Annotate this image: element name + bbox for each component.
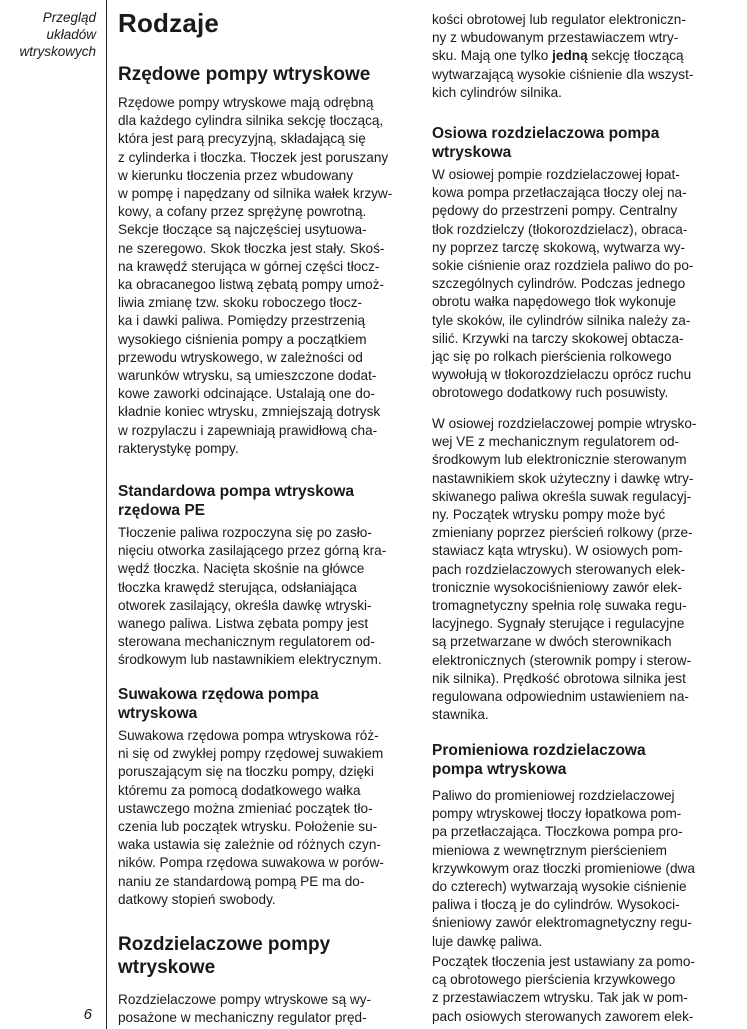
text-line: elektronicznych (sterownik pompy i sterow- — [432, 652, 692, 668]
text-line: tyle skoków, ile cylindrów silnika należy za- — [432, 312, 691, 328]
text-line: sokie ciśnienie oraz rozdziela paliwo do po- — [432, 258, 694, 274]
text-line: krzywkowym oraz tłoczki promieniowe (dwa — [432, 860, 695, 876]
text-line: ka obracanegoo listwą zębatą pompy umoż- — [118, 277, 384, 293]
text-line: naniu ze standardową pompą PE ma do- — [118, 873, 365, 889]
text-line: datkowy stopień swobody. — [118, 891, 276, 907]
text-line: ni się od zwykłej pompy rzędowej suwakiem — [118, 746, 384, 762]
text-line: ny. Początek wtrysku pompy może być — [432, 507, 666, 523]
text-line: Tłoczenie paliwa rozpoczyna się po zasło- — [118, 525, 372, 540]
heading-line: Osiowa rozdzielaczowa pompa — [432, 125, 660, 142]
heading-axial-pump — [432, 124, 738, 162]
text-line: kowy, a cofany przez sprężynę powrotną. — [118, 204, 367, 220]
text-line: dla każdego cylindra silnika sekcję tłoczącą, — [118, 113, 384, 129]
text-line: ników. Pompa rzędowa suwakowa w porów- — [118, 855, 384, 871]
text-line: przewodu wtryskowego, w zależności od — [118, 349, 363, 365]
heading-line: Promieniowa rozdzielaczowa — [432, 742, 646, 759]
text-line: regulowana odpowiednim ustawieniem na- — [432, 689, 689, 705]
text-line: tłok rozdzielczy (tłokorozdzielacz), obraca- — [432, 221, 688, 237]
text-line: ny z wbudowanym przestawiaczem wtry- — [432, 30, 679, 46]
text-line: warunków wtrysku, są umieszczone dodat- — [118, 368, 377, 384]
subtitle-inline-pumps: Rzędowe pompy wtryskowe — [118, 64, 371, 85]
text-line: liwia zmianę tzw. skoku roboczego tłocz- — [118, 295, 363, 311]
heading-line: Standardowa pompa wtryskowa — [118, 483, 354, 500]
text-line: pompy wtryskowej tłoczy łopatkowa pom- — [432, 806, 682, 822]
text-line: z cylinderka i tłoczka. Tłoczek jest poruszany — [118, 149, 389, 165]
text-line: kości obrotowej lub regulator elektroniczn- — [432, 12, 686, 27]
page-number: 6 — [83, 1006, 92, 1023]
text-line: wysokiego ciśnienia pompy a początkiem — [118, 331, 367, 347]
text-line: rakterystykę pompy. — [118, 440, 239, 456]
text-line: poruszającym się na tłoczku pompy, dzięki — [118, 764, 374, 780]
text-line: paliwa i tłoczą je do cylindrów. Wysokoci- — [432, 897, 680, 913]
text-line: kowa pompa przetłaczająca tłoczy olej na- — [432, 185, 687, 201]
heading-distributor-pumps — [118, 933, 330, 979]
paragraph-continued — [432, 11, 738, 102]
heading-pe-pump — [118, 482, 414, 520]
text-line: czenia lub początek wtrysku. Położenie su- — [118, 819, 378, 835]
paragraph-pe-pump — [118, 524, 414, 670]
text-line: Początek tłoczenia jest ustawiany za pomo- — [432, 954, 695, 969]
text-line: Rzędowe pompy wtryskowe mają odrębną — [118, 95, 374, 110]
text-line: Rozdzielaczowe pompy wtryskowe są wy- — [118, 992, 372, 1007]
text-line: ne szeregowo. Skok tłoczka jest stały. Skoś- — [118, 240, 385, 256]
text-line: tłoczka krawędź sterująca, odsłaniająca — [118, 579, 357, 595]
text-line: wanego paliwa. Listwa zębata pompy jest — [118, 616, 369, 632]
text-line: nik silnika). Prędkość obrotowa silnika jest — [432, 670, 686, 686]
text-line: obrotowego dodatkowy ruch posuwisty. — [432, 385, 669, 401]
text-line: pędowy do przestrzeni pompy. Centralny — [432, 203, 678, 219]
text-line: środkowym lub elektronicznie sterowanym — [432, 452, 687, 468]
heading-slide-pump — [118, 685, 414, 723]
text-line: na krawędź sterująca w górnej części tłocz- — [118, 258, 380, 274]
paragraph-radial-pump — [432, 787, 738, 951]
text-line: kich cylindrów silnika. — [432, 84, 562, 100]
text-line: lacyjnego. Sygnały sterujące i regulacyjne — [432, 616, 685, 632]
text-line: Sekcje tłoczące są najczęściej usytuowa- — [118, 222, 367, 238]
text-line: mieniowa z wewnętrznym pierścieniem — [432, 842, 667, 858]
paragraph-axial-pump — [432, 166, 738, 403]
text-line: pa przetłaczająca. Tłoczkowa pompa pro- — [432, 824, 683, 840]
heading-line: rzędowa PE — [118, 502, 205, 519]
page-title: Rodzaje — [118, 8, 220, 38]
paragraph-slide-pump — [118, 727, 414, 909]
text-line: wytwarzającą wysokie ciśnienie dla wszyst- — [432, 66, 694, 82]
text-line: cą obrotowego pierścienia krzywkowego — [432, 972, 676, 988]
heading-line: wtryskowa — [432, 144, 512, 161]
text-line: któremu za pomocą dodatkowego wałka — [118, 782, 361, 798]
text-line: ustawczego można zmieniać początek tło- — [118, 800, 373, 816]
text-line: w pompę i napędzany od silnika wałek krzyw- — [118, 186, 393, 202]
text-line: waka ustawia się zależnie od różnych czyn- — [118, 837, 381, 853]
text-line: tronicznie wysokociśnieniowy zawór elek- — [432, 579, 683, 595]
text-line: posażone w mechaniczny regulator pręd- — [118, 1010, 367, 1026]
text-line: w rozpylaczu i zapewniają prawidłową cha- — [118, 422, 378, 438]
text-line: obrotu wałka napędowego tłok wykonuje — [432, 294, 677, 310]
text-line: która jest parą precyzyjną, składającą się — [118, 131, 366, 147]
text-line: sterowana mechanicznym regulatorem od- — [118, 634, 375, 650]
text-line: ny poprzez tarczę skokową, wytwarza wy- — [432, 239, 686, 255]
text-line: pach rozdzielaczowych sterowanych elek- — [432, 561, 686, 577]
heading-line: Suwakowa rzędowa pompa — [118, 686, 319, 703]
text-line: jąc się po rolkach pierścienia rolkowego — [432, 349, 672, 365]
paragraph-inline-pumps — [118, 94, 414, 458]
text-line: sku. Mają one tylko jedną sekcję tłoczącą — [432, 48, 684, 64]
text-line: są przetwarzane w dwóch sterownikach — [432, 634, 672, 650]
text-line: Paliwo do promieniowej rozdzielaczowej — [432, 788, 675, 803]
text-line: ka i dawki paliwa. Pomiędzy przestrzenią — [118, 313, 366, 329]
text-line: stawiacz kąta wtrysku). W osiowych pom- — [432, 543, 683, 559]
text-line: stawnika. — [432, 707, 489, 723]
text-line: nastawnikiem skok użyteczny i dawkę wtry- — [432, 470, 694, 486]
text-line: w kierunku tłoczenia przez wbudowany — [118, 167, 353, 183]
text-line: kowe zaworki odcinające. Ustalają one do- — [118, 386, 375, 402]
text-line: środkowym lub nastawnikiem elektrycznym. — [118, 652, 382, 668]
text-line: pach osiowych sterowanych zaworem elek- — [432, 1008, 694, 1024]
text-line: śnieniowy zawór elektromagnetyczny regu- — [432, 915, 692, 931]
text-line: zmieniany poprzez pierścień rolkowy (prze- — [432, 525, 693, 541]
text-line: szczególnych cylindrów. Podczas jednego — [432, 276, 686, 292]
heading-line: pompa wtryskowa — [432, 761, 567, 778]
heading-line: wtryskowa — [118, 705, 198, 722]
text-line: tromagnetyczny spełnia rolę suwaka regu- — [432, 598, 687, 614]
text-line: luje dawkę paliwa. — [432, 933, 543, 949]
text-line: W osiowej pompie rozdzielaczowej łopat- — [432, 167, 680, 182]
text-line: z przestawiaczem wtrysku. Tak jak w pom- — [432, 990, 688, 1006]
text-line: skiwanego paliwa określa suwak regulacyj- — [432, 488, 692, 504]
text-line: otworek zasilający, określa dawkę wtryski- — [118, 597, 372, 613]
text-line: wywołują w tłokorozdzielaczu oprócz ruchu — [432, 367, 692, 383]
text-line: nięciu otworka zasilającego przez górną kra- — [118, 543, 387, 559]
margin-rule — [106, 0, 107, 1029]
paragraph-distributor-pumps — [118, 991, 414, 1027]
section-label-line: Przegląd — [42, 10, 96, 25]
text-line: kładnie koniec wtrysku, zmniejszają dotrysk — [118, 404, 381, 420]
section-label-line: wtryskowych — [19, 44, 96, 59]
paragraph-axial-pump-ve — [432, 415, 738, 724]
heading-line: Rozdzielaczowe pompy — [118, 934, 331, 955]
text-line: W osiowej rozdzielaczowej pompie wtrysko- — [432, 416, 697, 431]
text-line: silić. Krzywki na tarczy skokowej obtacza- — [432, 330, 684, 346]
section-label — [4, 9, 96, 60]
paragraph-radial-pump-timing — [432, 953, 738, 1026]
text-line: wej VE z mechanicznym regulatorem od- — [432, 434, 680, 450]
text-line: do czterech) wytwarzają wysokie ciśnienie — [432, 879, 687, 895]
text-line: Suwakowa rzędowa pompa wtryskowa róż- — [118, 728, 379, 743]
heading-line: wtryskowe — [118, 957, 216, 978]
heading-radial-pump — [432, 741, 738, 779]
text-line: wędź tłoczka. Nacięta skośnie na główce — [118, 561, 365, 577]
section-label-line: układów — [46, 27, 96, 42]
